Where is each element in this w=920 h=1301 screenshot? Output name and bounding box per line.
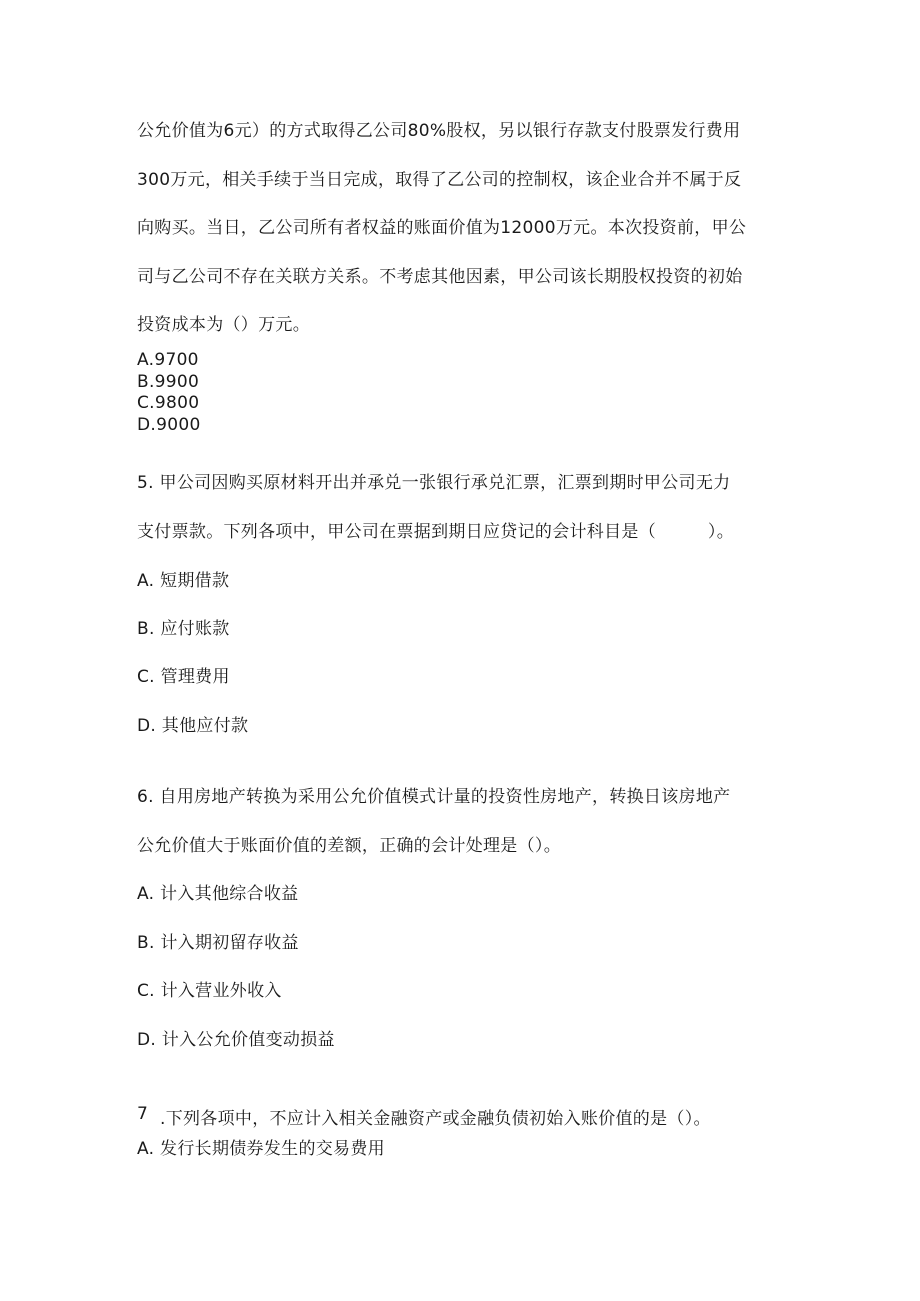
q4-option-d: D.9000 xyxy=(137,415,201,435)
q4-line-1: 公允价值为6元）的方式取得乙公司80%股权，另以银行存款支付股票发行费用 xyxy=(137,121,741,141)
q4-option-a: A.9700 xyxy=(137,350,199,370)
q4-line-4: 司与乙公司不存在关联方关系。不考虑其他因素，甲公司该长期股权投资的初始 xyxy=(137,267,743,287)
q4-line-5: 投资成本为（）万元。 xyxy=(137,315,310,335)
q6-option-a: A. 计入其他综合收益 xyxy=(137,884,299,904)
q7-option-a: A. 发行长期债券发生的交易费用 xyxy=(137,1139,385,1159)
q5-option-b: B. 应付账款 xyxy=(137,619,230,639)
q4-option-c: C.9800 xyxy=(137,393,200,413)
q6-option-c: C. 计入营业外收入 xyxy=(137,981,282,1001)
q7-number: 7 xyxy=(137,1104,148,1124)
q5-option-d: D. 其他应付款 xyxy=(137,716,249,736)
q5-line-1: 5. 甲公司因购买原材料开出并承兑一张银行承兑汇票，汇票到期时甲公司无力 xyxy=(137,473,731,493)
q6-line-1: 6. 自用房地产转换为采用公允价值模式计量的投资性房地产，转换日该房地产 xyxy=(137,787,731,807)
q5-option-c: C. 管理费用 xyxy=(137,667,230,687)
q4-line-2: 300万元，相关手续于当日完成，取得了乙公司的控制权，该企业合并不属于反 xyxy=(137,170,742,190)
q4-option-b: B.9900 xyxy=(137,372,200,392)
q5-option-a: A. 短期借款 xyxy=(137,571,230,591)
q7-text: .下列各项中，不应计入相关金融资产或金融负债初始入账价值的是（）。 xyxy=(160,1109,711,1129)
q4-line-3: 向购买。当日，乙公司所有者权益的账面价值为12000万元。本次投资前，甲公 xyxy=(137,218,747,238)
q6-option-b: B. 计入期初留存收益 xyxy=(137,933,299,953)
q6-line-2: 公允价值大于账面价值的差额，正确的会计处理是（）。 xyxy=(137,836,561,856)
q5-line-2: 支付票款。下列各项中，甲公司在票据到期日应贷记的会计科目是（ ）。 xyxy=(137,522,734,542)
q6-option-d: D. 计入公允价值变动损益 xyxy=(137,1030,335,1050)
